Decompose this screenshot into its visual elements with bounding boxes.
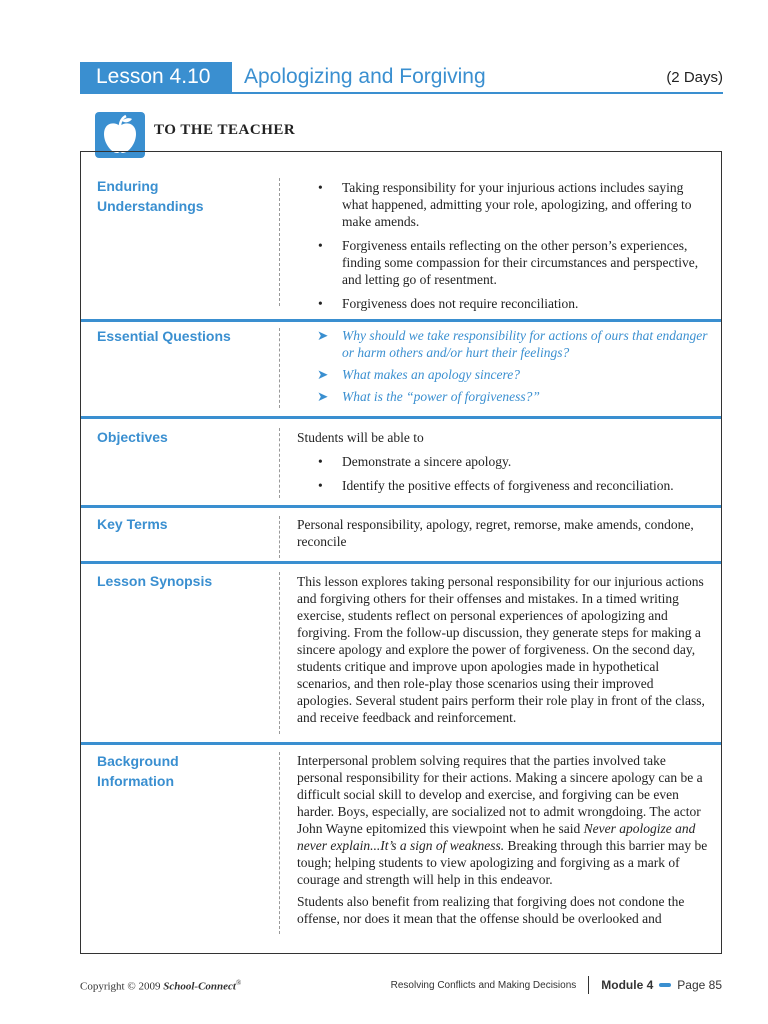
footer-page-info [391, 976, 722, 994]
bullet-icon: • [318, 238, 323, 253]
content-essential-questions [297, 327, 709, 410]
arrow-icon: ➤ [317, 389, 329, 404]
content-enduring-understandings [297, 179, 709, 319]
header-rule [80, 92, 723, 94]
list-item: ➤ What is the “power of forgiveness?” [317, 389, 540, 404]
list-item: • Forgiveness does not require reconciliation. [318, 296, 579, 311]
course-title: Resolving Conflicts and Making Decisions [390, 979, 577, 991]
row-separator [81, 505, 721, 508]
label-lesson-synopsis: Lesson Synopsis [97, 573, 213, 589]
arrow-icon: ➤ [317, 328, 329, 343]
list-item: ➤ What makes an apology sincere? [317, 367, 520, 382]
footer-divider [588, 976, 589, 994]
lesson-number: Lesson 4.10 [80, 62, 232, 92]
row-separator [81, 416, 721, 419]
module-label: Module 4 [601, 978, 654, 992]
section-heading: TO THE TEACHER [154, 122, 296, 138]
lesson-duration: (2 Days) [666, 69, 723, 86]
row-divider [279, 516, 280, 558]
label-line: Information [97, 773, 174, 789]
lesson-title: Apologizing and Forgiving [244, 65, 486, 88]
dash-icon [659, 983, 671, 987]
label-line: Understandings [97, 198, 204, 214]
bullet-icon: • [318, 180, 323, 195]
objectives-intro: Students will be able to [297, 430, 424, 445]
label-enduring-understandings [97, 176, 277, 216]
list-item: • Demonstrate a sincere apology. [318, 454, 512, 469]
row-divider [279, 572, 280, 734]
john-wayne-quote: Never apologize and never explain...It’s a sign of weakness. [297, 821, 696, 853]
row-separator [81, 742, 721, 745]
list-item: • Identify the positive effects of forgiveness and reconciliation. [318, 478, 674, 493]
row-divider [279, 178, 280, 306]
bullet-icon: • [318, 296, 323, 311]
content-background-information [297, 752, 709, 932]
arrow-icon: ➤ [317, 367, 329, 382]
synopsis-text: This lesson explores taking personal responsibility for our injurious actions and forgiving others for their offenses and mistakes. In a timed writing exercise, students reflect on personal experiences of apologizing and forgiving. From the follow-up discussion, they generate steps for making a sincere apology and explore the power of forgiveness. On the second day, students critique and improve upon apologies made in hypothetical scenarios, and then role-play those scenarios using their improved apologies. Several student pairs perform their role play in front of the class, and receive feedback and reinforcement. [297, 574, 705, 725]
content-objectives [297, 429, 709, 501]
row-divider [279, 752, 280, 934]
row-divider [279, 328, 280, 408]
teacher-table [80, 151, 722, 954]
list-item: • Taking responsibility for your injurious actions includes saying what happened, admitting your role, apologizing, and offering to make amends. [318, 180, 692, 229]
key-terms-text: Personal responsibility, apology, regret, remorse, make amends, condone, reconcile [297, 517, 694, 549]
brand-name: School-Connect [163, 980, 236, 993]
label-line: Enduring [97, 178, 159, 194]
label-background-information [97, 751, 277, 791]
label-line: Background [97, 753, 179, 769]
content-key-terms [297, 516, 709, 555]
row-separator [81, 561, 721, 564]
label-essential-questions: Essential Questions [97, 328, 231, 344]
content-lesson-synopsis [297, 573, 709, 731]
background-paragraph: Students also benefit from realizing that forgiving does not condone the offense, nor does it mean that the offense should be overlooked and [297, 894, 685, 926]
background-paragraph: Interpersonal problem solving requires that the parties involved take personal responsibility for their actions. Making a sincere apology can be a difficult social skill to develop and exercise, and forgiving can be even harder. Boys, especially, are socialized not to admit wrongdoing. The actor John Wayne epitomized this viewpoint when he said Never apologize and never explain...It’s a sign of weakness. Breaking through this barrier may be tough; helping students to view apologizing and forgiving as a mark of courage and strength will help in this endeavor. [297, 753, 708, 887]
footer-copyright: Copyright © 2009 School-Connect® [80, 979, 242, 993]
label-key-terms: Key Terms [97, 516, 168, 532]
row-divider [279, 428, 280, 498]
list-item: • Forgiveness entails reflecting on the other person’s experiences, finding some compassion for their circumstances and perspective, and letting go of resentment. [318, 238, 699, 287]
list-item: ➤ Why should we take responsibility for actions of ours that endanger or harm others and/or hurt their feelings? [317, 328, 708, 360]
label-objectives: Objectives [97, 429, 168, 445]
row-separator [81, 319, 721, 322]
bullet-icon: • [318, 478, 323, 493]
bullet-icon: • [318, 454, 323, 469]
lesson-header [80, 62, 723, 92]
page-number: Page 85 [677, 978, 722, 992]
